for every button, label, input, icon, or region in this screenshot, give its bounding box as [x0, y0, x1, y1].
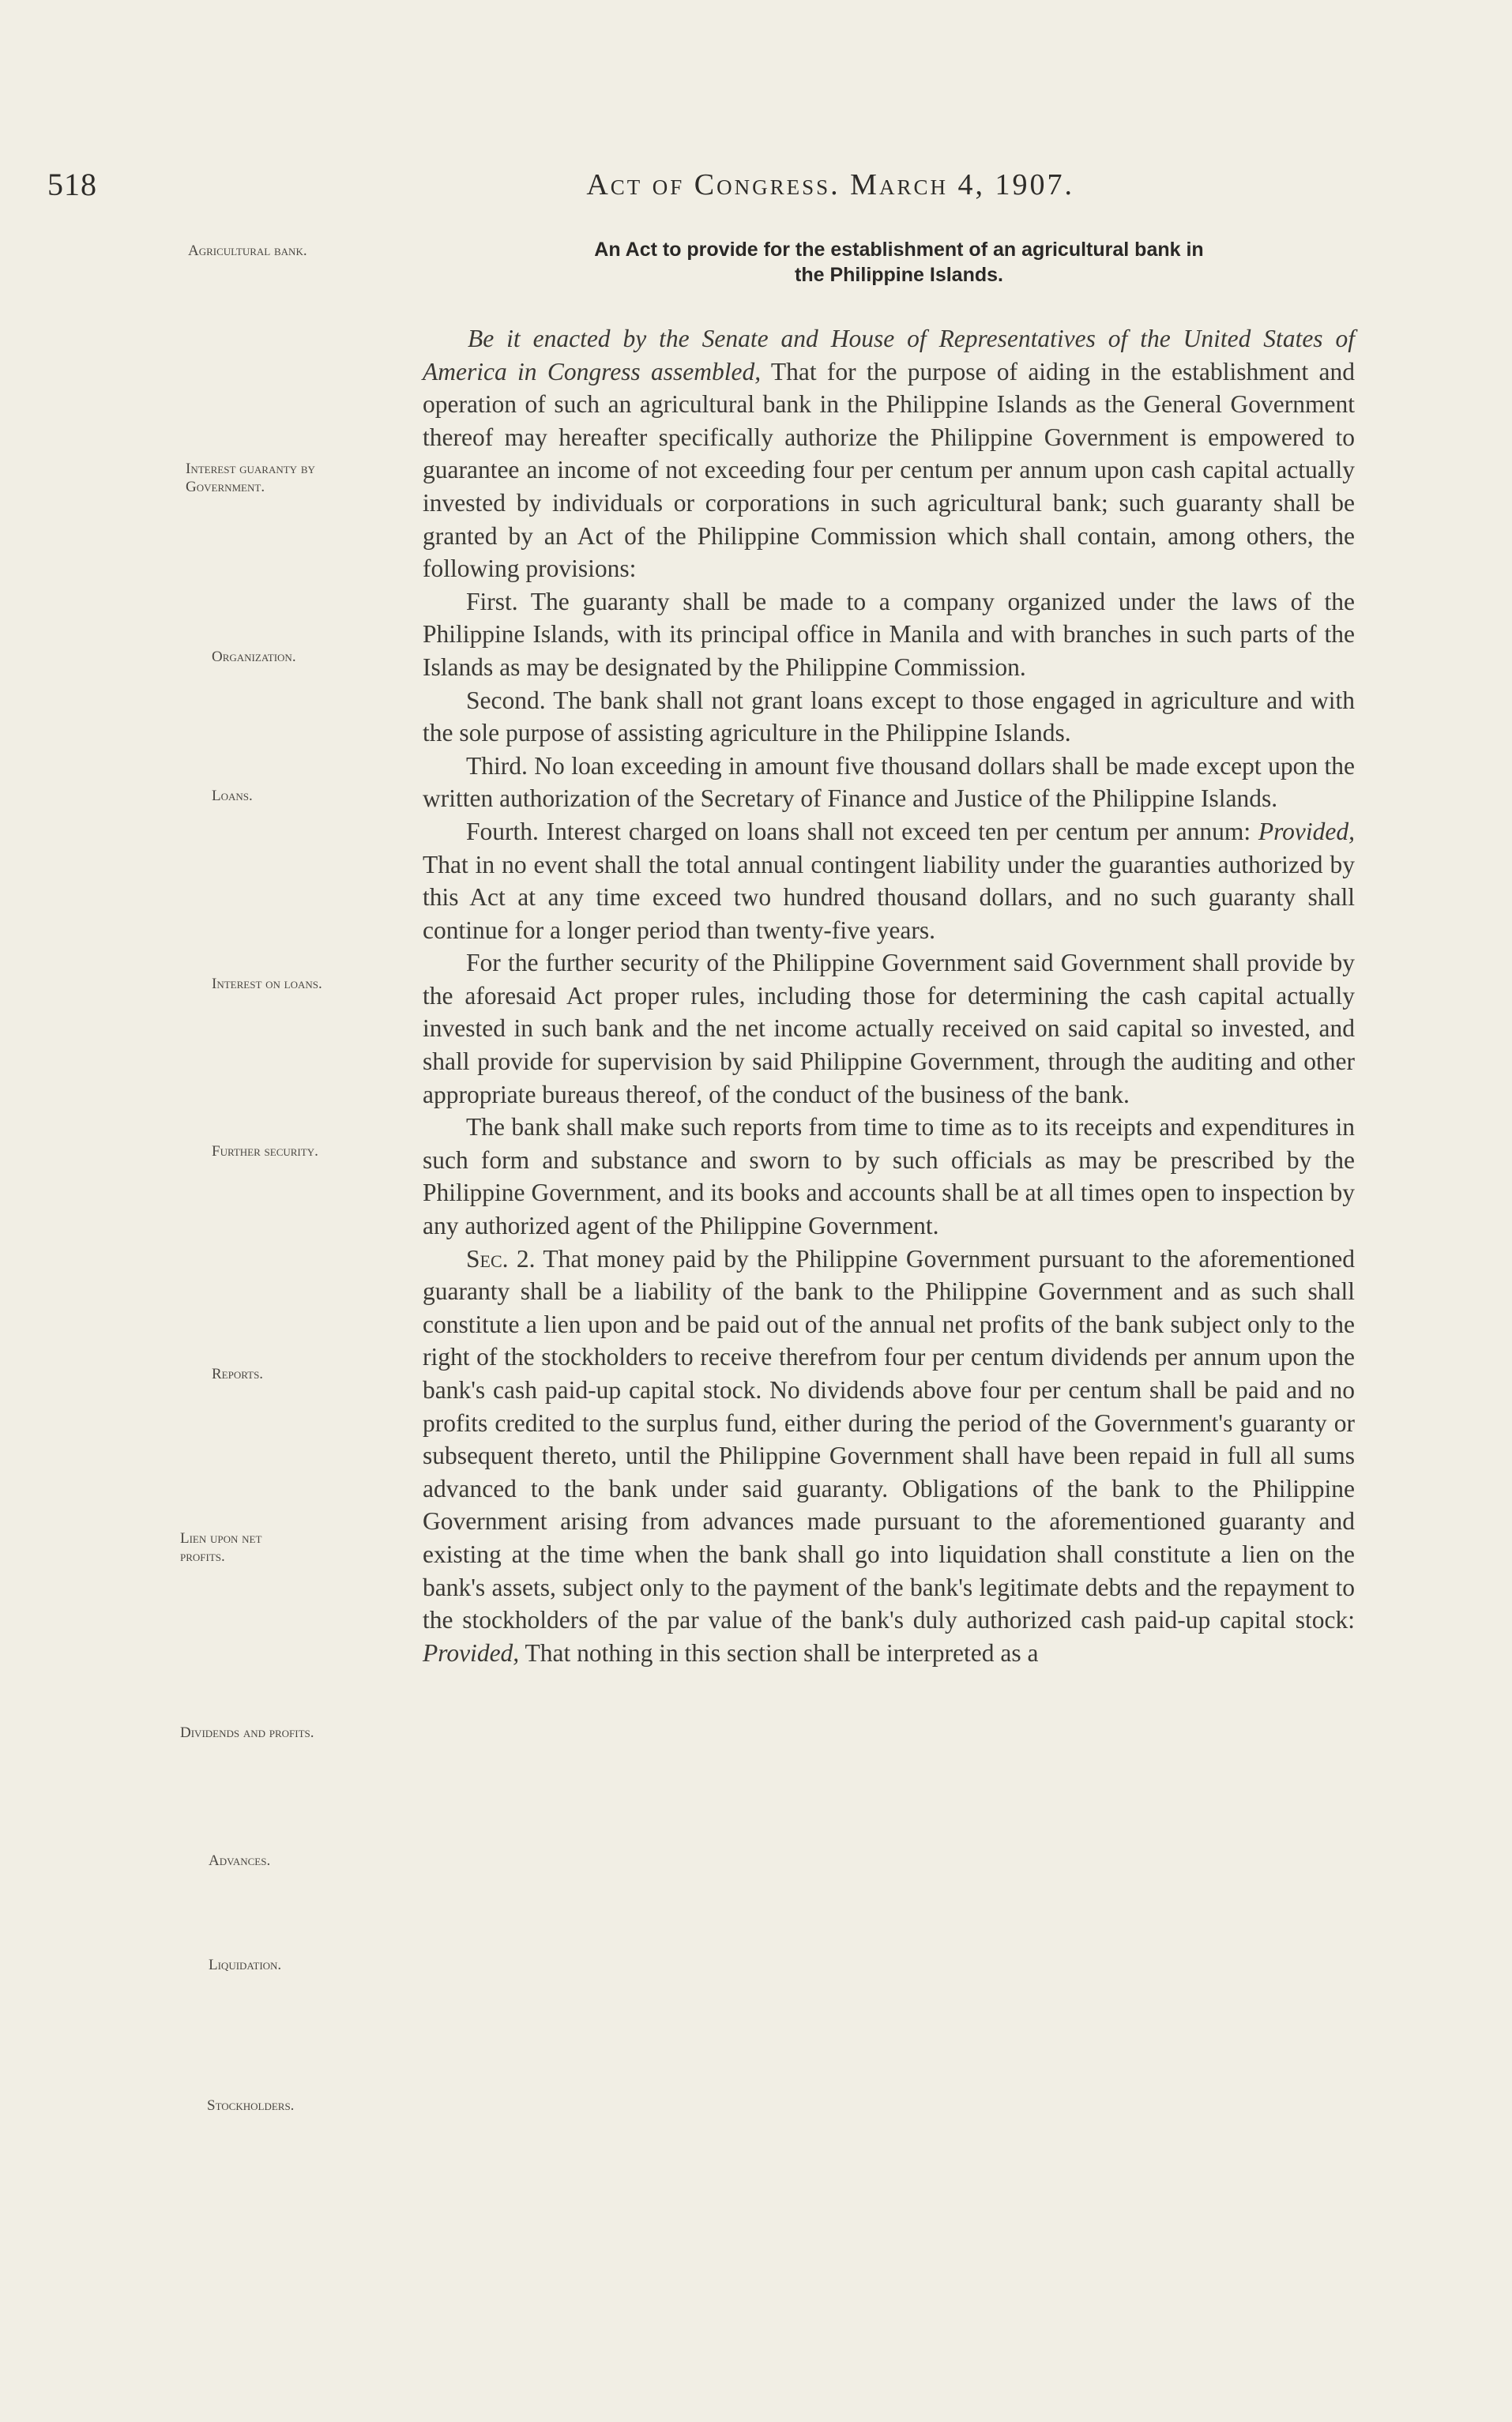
act-title	[433, 237, 1365, 288]
reports-paragraph: The bank shall make such reports from time to time as to its receipts and expenditures in such form and substance and sworn to by such officials as may be prescribed by the Philippine Government, and its books and accounts shall be at all times open to inspection by any authorized agent of the Philippine Government.	[423, 1113, 1355, 1240]
side-note-liquidation: Liquidation.	[209, 1957, 282, 1973]
side-note-further-security: Further security.	[212, 1143, 318, 1160]
enacting-paragraph	[423, 322, 1355, 585]
side-note-lien-upon-net-profits: Lien upon net profits.	[180, 1530, 262, 1565]
side-note-dividends-and-profits: Dividends and profits.	[180, 1724, 314, 1741]
enacting-clause: Be it enacted by the Senate and House of Representatives of the United States of America in Congress assembled,	[423, 325, 1355, 385]
side-note-stockholders: Stockholders.	[207, 2097, 295, 2114]
section-1-text: That for the purpose of aiding in the establishment and operation of such an agricultural bank in the Philippine Islands as the General Government thereof may hereafter specifically authorize the Philippine Government is empowered to guarantee an income of not exceeding four per centum per annum upon cash capital actually invested by individuals or corporations in such agricultural bank; such guaranty shall be granted by an Act of the Philippine Commission which shall contain, among others, the following provisions:	[423, 357, 1355, 583]
provision-third: Third. No loan exceeding in amount five thousand dollars shall be made except upon the written authorization of the Secretary of Finance and Justice of the Philippine Islands.	[423, 751, 1355, 813]
provision-first: First. The guaranty shall be made to a company organized under the laws of the Philippine Islands, with its principal office in Manila and with branches in such parts of the Islands as may be designated by the Philippine Commission.	[423, 587, 1355, 681]
act-body	[423, 322, 1355, 1669]
act-title-line-1: An Act to provide for the establishment of an agricultural bank in	[594, 239, 1204, 261]
proviso-label: Provided,	[1258, 817, 1355, 845]
side-note-organization: Organization.	[212, 649, 296, 665]
act-title-line-2: the Philippine Islands.	[795, 264, 1003, 286]
side-note-agricultural-bank: Agricultural bank.	[188, 243, 307, 259]
proviso-label: Provided,	[423, 1638, 520, 1667]
section-2-label: Sec. 2.	[466, 1244, 536, 1273]
running-head: Act of Congress. March 4, 1907.	[586, 168, 1074, 201]
side-note-advances: Advances.	[209, 1852, 271, 1869]
provision-fourth: Fourth. Interest charged on loans shall not exceed ten per centum per annum: Provided, That in no event shall the total annual contingent liability under the guaranties authorized by this Act at any time exceed two hundred thousand dollars, and no such guaranty shall continue for a longer period than twenty-five years.	[423, 817, 1355, 944]
further-security-paragraph: For the further security of the Philippine Government said Government shall provide by the aforesaid Act proper rules, including those for determining the cash capital actually invested in such bank and the net income actually received on said capital so invested, and shall provide for supervision by said Philippine Government, through the auditing and other appropriate bureaus thereof, of the conduct of the business of the bank.	[423, 949, 1355, 1108]
side-note-interest-on-loans: Interest on loans.	[212, 976, 322, 992]
provision-second: Second. The bank shall not grant loans except to those engaged in agriculture and with the sole purpose of assisting agriculture in the Philippine Islands.	[423, 686, 1355, 747]
side-note-interest-guaranty: Interest guaranty by Government.	[186, 461, 315, 495]
page-number: 518	[47, 167, 97, 202]
side-note-loans: Loans.	[212, 788, 253, 804]
side-note-reports: Reports.	[212, 1366, 264, 1382]
section-2-paragraph: Sec. 2. That money paid by the Philippine Government pursuant to the aforementioned guaranty shall be a liability of the bank to the Philippine Government and as such shall constitute a lien upon and be paid out of the annual net profits of the bank subject only to the right of the stockholders to receive therefrom four per centum dividends per annum upon the bank's cash paid-up capital stock. No dividends above four per centum shall be paid and no profits credited to the surplus fund, either during the period of the Government's guaranty or subsequent thereto, until the Philippine Government shall have been repaid in full all sums advanced to the bank under said guaranty. Obligations of the bank to the Philippine Government arising from advances made pursuant to the aforementioned guaranty and existing at the time when the bank shall go into liquidation shall constitute a lien on the bank's assets, subject only to the payment of the bank's legitimate debts and the repayment to the stockholders of the par value of the bank's duly authorized cash paid-up capital stock: Provided, That nothing in this section shall be interpreted as a	[423, 1244, 1355, 1667]
